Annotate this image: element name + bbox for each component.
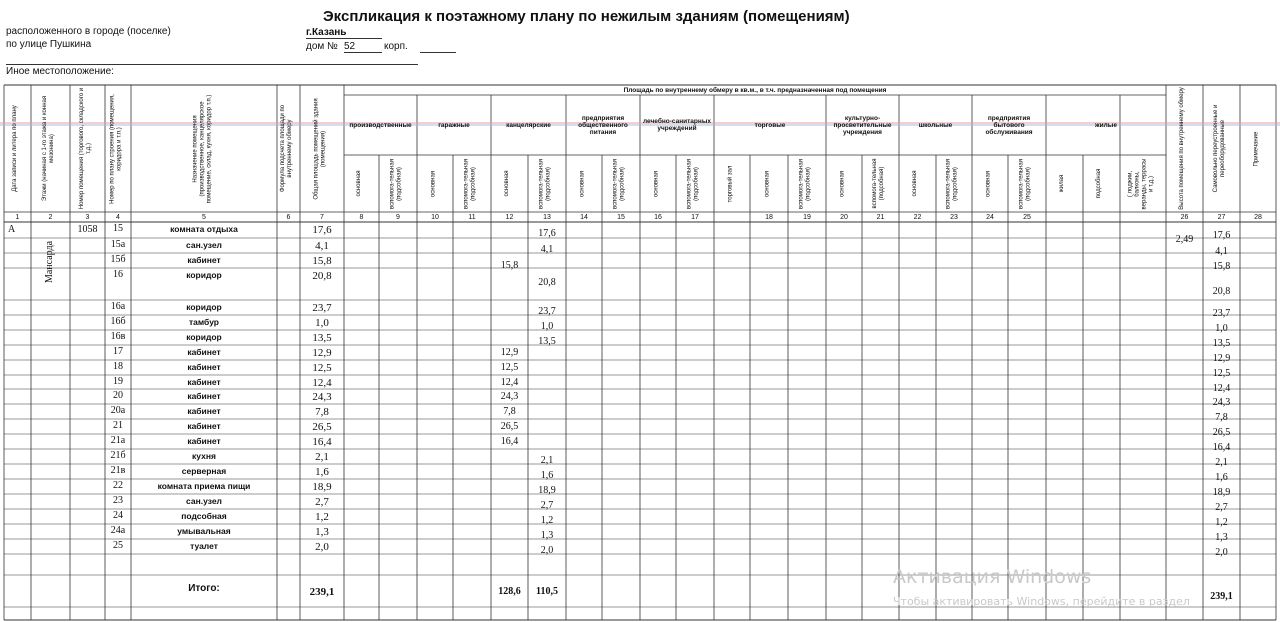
row-purpose: сан.узел — [186, 496, 222, 506]
row-plan-no: 15б — [110, 254, 126, 265]
row-plan-no: 15а — [110, 239, 126, 250]
row-office-main: 12,4 — [500, 377, 519, 388]
row-plan-no: 23 — [113, 495, 123, 506]
column-number: 17 — [691, 214, 699, 221]
area-header-label: Площадь по внутреннему обмеру в кв.м., в т.ч. предназначенная под помещения — [623, 87, 887, 94]
row-total-area: 23,7 — [312, 302, 332, 314]
row-selfbuilt: 1,3 — [1215, 532, 1228, 543]
totals-office-main: 128,6 — [498, 586, 521, 597]
column-number: 28 — [1254, 214, 1262, 221]
row-purpose: кухня — [192, 451, 216, 461]
group-label: гаражные — [438, 121, 470, 129]
activation-watermark-title: Активация Windows — [893, 566, 1092, 588]
subcolumn-label: основная — [356, 170, 362, 197]
group-label: школьные — [918, 121, 953, 129]
row-plan-no: 25 — [113, 540, 123, 551]
subcolumn-label: вспомога-тельная (подсобная) — [871, 158, 885, 209]
row-office-aux: 13,5 — [538, 336, 556, 347]
row-purpose: коридор — [186, 270, 222, 280]
col-selfbuilt-label: Самовольно переустроенные и переоборудованные — [1212, 104, 1226, 193]
row-selfbuilt: 12,9 — [1212, 353, 1231, 364]
column-number: 23 — [950, 214, 958, 221]
row-office-main: 12,5 — [500, 362, 519, 373]
column-number: 3 — [85, 214, 90, 221]
row-purpose: сан.узел — [186, 240, 222, 250]
row-total-area: 16,4 — [312, 436, 332, 448]
subcolumn-label: вспомога-тельная (подсобная) — [389, 158, 402, 209]
row-office-main: 12,9 — [500, 347, 519, 358]
row-purpose: туалет — [190, 541, 218, 551]
house-label: дом № — [306, 41, 338, 52]
row-office-aux: 2,1 — [540, 455, 554, 466]
street-label: по улице Пушкина — [6, 39, 92, 50]
col-formula-label: Формула подсчета площади по внутреннему обмеру — [279, 104, 293, 193]
row-total-area: 13,5 — [312, 332, 332, 344]
row-total-area: 2,7 — [315, 496, 329, 508]
row-plan-no: 16а — [110, 301, 126, 312]
group-label: предприятия общественного питания — [578, 114, 628, 136]
col-height-label: Высота помещения по внутреннему обмеру — [1179, 87, 1185, 210]
row-plan-no: 21б — [110, 450, 126, 461]
subcolumn-label: основная — [504, 170, 510, 197]
col-total-area-label: Общая площадь помещений здания (помещения) — [313, 97, 326, 200]
subcolumn-label: вспомога-тельная (подсобная) — [945, 158, 958, 209]
row-total-area: 20,8 — [312, 270, 332, 282]
column-number: 10 — [431, 214, 439, 221]
column-number: 26 — [1180, 214, 1189, 221]
row-selfbuilt: 26,5 — [1212, 427, 1231, 438]
group-label: канцелярские — [506, 121, 551, 129]
column-number: 12 — [505, 214, 514, 221]
column-number: 20 — [840, 214, 848, 221]
floor-value: Мансарда — [44, 240, 55, 284]
subcolumn-label: жилая — [1059, 174, 1065, 193]
row-total-area: 2,0 — [315, 541, 329, 553]
row-total-area: 7,8 — [315, 406, 329, 418]
group-label: производственные — [349, 121, 412, 129]
row-selfbuilt: 7,8 — [1215, 412, 1228, 423]
group-label: жилые — [1095, 121, 1117, 129]
subcolumn-label: вспомога-тельная (подсобная) — [538, 158, 551, 209]
subcolumn-label: основная — [652, 170, 659, 197]
document-title: Экспликация к поэтажному плану по нежилым зданиям (помещениям) — [323, 8, 850, 25]
col-floor-label: Этажи (начиная с 1-го этажа и конная мезонина) — [41, 95, 55, 202]
row-office-aux: 17,6 — [538, 228, 556, 239]
row-purpose: комната отдыха — [170, 224, 238, 234]
subcolumn-label: вспомога-тельная (подсобная) — [798, 158, 811, 209]
column-number: 24 — [986, 214, 994, 221]
row-purpose: кабинет — [187, 347, 221, 357]
subcolumn-label: вспомога-тельная (подсобная) — [1018, 158, 1031, 209]
column-number: 21 — [876, 214, 885, 221]
row-office-aux: 23,7 — [538, 306, 556, 317]
column-number: 13 — [543, 214, 551, 221]
row-office-aux: 1,3 — [540, 530, 554, 541]
totals-office-aux: 110,5 — [536, 586, 558, 597]
row-selfbuilt: 12,4 — [1212, 383, 1231, 394]
row-office-aux: 1,6 — [540, 470, 554, 481]
row-plan-no: 16б — [110, 316, 126, 327]
group-label: культурно-просветительные учреждения — [833, 114, 892, 136]
row-plan-no: 24а — [110, 525, 126, 536]
totals-area: 239,1 — [309, 586, 335, 598]
row-purpose: коридор — [186, 332, 222, 342]
column-number: 5 — [202, 214, 206, 221]
column-number: 27 — [1217, 214, 1226, 221]
row-plan-no: 15 — [113, 223, 123, 234]
column-number — [1046, 214, 1083, 222]
litera-value: А — [8, 224, 16, 235]
row-plan-no: 20 — [113, 390, 123, 401]
row-selfbuilt: 1,2 — [1215, 517, 1228, 528]
row-plan-no: 18 — [113, 361, 123, 372]
column-number: 9 — [396, 214, 400, 221]
city-value: г.Казань — [306, 27, 382, 39]
row-office-aux: 1,2 — [540, 515, 554, 526]
row-purpose: коридор — [186, 302, 222, 312]
row-plan-no: 20а — [110, 405, 126, 416]
subcolumn-label: основная — [984, 170, 991, 197]
totals-label: Итого: — [188, 583, 220, 594]
row-purpose: кабинет — [187, 377, 221, 387]
row-office-main: 16,4 — [500, 436, 519, 447]
row-office-aux: 4,1 — [540, 244, 554, 255]
subcolumn-label: ( лоджии, балконы, веранды, террасы и т.д.) — [1127, 158, 1154, 209]
row-purpose: кабинет — [187, 362, 221, 372]
column-number: 8 — [359, 214, 364, 221]
row-plan-no: 21 — [113, 420, 123, 431]
column-number — [1120, 214, 1166, 222]
row-selfbuilt: 15,8 — [1212, 261, 1231, 272]
row-total-area: 1,2 — [315, 511, 329, 523]
subcolumn-label: вспомога-тельная (подсобная) — [463, 158, 476, 209]
other-location-label: Иное местоположение: — [6, 66, 114, 77]
row-selfbuilt: 17,6 — [1212, 230, 1231, 241]
row-office-aux: 1,0 — [540, 321, 554, 332]
row-purpose: комната приема пищи — [157, 481, 251, 491]
row-office-aux: 18,9 — [538, 485, 556, 496]
premises-number: 1058 — [77, 224, 98, 235]
row-selfbuilt: 2,7 — [1215, 502, 1228, 513]
column-number: 25 — [1023, 214, 1031, 221]
row-office-main: 24,3 — [500, 391, 519, 402]
row-plan-no: 24 — [113, 510, 123, 521]
row-plan-no: 21в — [110, 465, 126, 476]
row-purpose: умывальная — [177, 526, 231, 536]
subcolumn-label: вспомога-тельная (подсобная) — [686, 158, 699, 209]
row-purpose: кабинет — [187, 406, 221, 416]
row-purpose: кабинет — [187, 421, 221, 431]
row-total-area: 24,3 — [312, 391, 332, 403]
column-number: 16 — [654, 214, 662, 221]
column-number: 4 — [116, 214, 120, 221]
row-total-area: 2,1 — [315, 451, 329, 463]
located-label: расположенного в городе (поселке) — [6, 26, 171, 37]
column-number: 6 — [286, 214, 291, 221]
row-selfbuilt: 13,5 — [1212, 338, 1231, 349]
house-number: 52 — [344, 41, 382, 53]
subcolumn-label: основная — [838, 170, 845, 197]
row-total-area: 1,6 — [315, 466, 329, 478]
col-premises-label: Номер помещения (торгового, складского и т.д.) — [78, 87, 92, 210]
col-note-label: Примечание — [1252, 131, 1259, 166]
row-plan-no: 17 — [113, 346, 123, 357]
row-purpose: серверная — [181, 466, 227, 476]
column-number — [714, 214, 750, 222]
row-total-area: 1,3 — [315, 526, 329, 538]
activation-watermark-text: Чтобы активировать Windows, перейдите в раздел — [893, 595, 1190, 608]
row-plan-no: 21а — [110, 435, 126, 446]
row-selfbuilt: 2,1 — [1215, 457, 1228, 468]
row-plan-no: 16 — [113, 269, 123, 280]
column-number: 22 — [913, 214, 922, 221]
group-label: торговые — [754, 121, 786, 129]
column-number: 15 — [617, 214, 625, 221]
row-total-area: 17,6 — [312, 224, 332, 236]
column-number — [1083, 214, 1120, 222]
subcolumn-label: основная — [578, 170, 585, 197]
row-office-main: 7,8 — [503, 406, 516, 417]
row-selfbuilt: 18,9 — [1212, 487, 1231, 498]
row-purpose: кабинет — [187, 255, 221, 265]
row-purpose: подсобная — [181, 511, 227, 521]
height-value: 2,49 — [1175, 234, 1194, 245]
row-total-area: 1,0 — [315, 317, 329, 329]
col-purpose-label: Назначение помещения (производственное, канцелярское помещение, склад, кухня, коридор т.п.) — [191, 94, 212, 203]
column-number: 1 — [15, 214, 20, 221]
group-label: предприятия бытового обслуживания — [985, 114, 1033, 136]
row-office-main: 26,5 — [500, 421, 519, 432]
row-total-area: 12,4 — [312, 377, 332, 389]
row-total-area: 4,1 — [315, 240, 329, 252]
row-selfbuilt: 20,8 — [1212, 286, 1231, 297]
row-total-area: 15,8 — [312, 255, 332, 267]
row-office-aux: 2,0 — [540, 545, 554, 556]
col-plan-no-label: Номер по плану строения (помещения, коридора и т.п.) — [109, 93, 122, 204]
subcolumn-label: основная — [763, 170, 770, 197]
column-number: 2 — [48, 214, 53, 221]
row-selfbuilt: 2,0 — [1215, 547, 1228, 558]
row-purpose: тамбур — [188, 317, 219, 327]
row-total-area: 18,9 — [312, 481, 332, 493]
subcolumn-label: основная — [912, 170, 918, 197]
subcolumn-label: торговый зал — [726, 165, 733, 202]
row-plan-no: 19 — [113, 376, 123, 387]
row-selfbuilt: 12,5 — [1212, 368, 1231, 379]
row-total-area: 12,9 — [312, 347, 332, 359]
row-selfbuilt: 24,3 — [1212, 397, 1231, 408]
row-office-aux: 2,7 — [540, 500, 554, 511]
row-plan-no: 22 — [113, 480, 123, 491]
row-selfbuilt: 16,4 — [1212, 442, 1231, 453]
row-purpose: кабинет — [187, 391, 221, 401]
row-office-main: 15,8 — [500, 260, 519, 271]
row-total-area: 12,5 — [312, 362, 332, 374]
row-selfbuilt: 4,1 — [1215, 246, 1228, 257]
column-number: 19 — [803, 214, 811, 221]
group-label: лечебно-санитарных учреждений — [643, 118, 711, 132]
row-total-area: 26,5 — [312, 421, 332, 433]
column-number: 14 — [580, 214, 588, 221]
row-office-aux: 20,8 — [538, 277, 556, 288]
row-selfbuilt: 1,6 — [1215, 472, 1228, 483]
subcolumn-label: основная — [429, 170, 436, 197]
row-plan-no: 16в — [110, 331, 126, 342]
column-number: 11 — [468, 214, 476, 221]
col-date-label: Дата записи и литера по плану — [12, 105, 18, 192]
row-selfbuilt: 23,7 — [1212, 308, 1231, 319]
row-selfbuilt: 1,0 — [1215, 323, 1228, 334]
column-number: 7 — [320, 214, 324, 221]
corp-label: корп. — [384, 41, 408, 52]
row-purpose: кабинет — [187, 436, 221, 446]
column-number: 18 — [765, 214, 773, 221]
subcolumn-label: подсобная — [1096, 168, 1102, 199]
totals-selfbuilt: 239,1 — [1210, 591, 1233, 602]
subcolumn-label: вспомога-тельная (подсобная) — [612, 158, 625, 209]
